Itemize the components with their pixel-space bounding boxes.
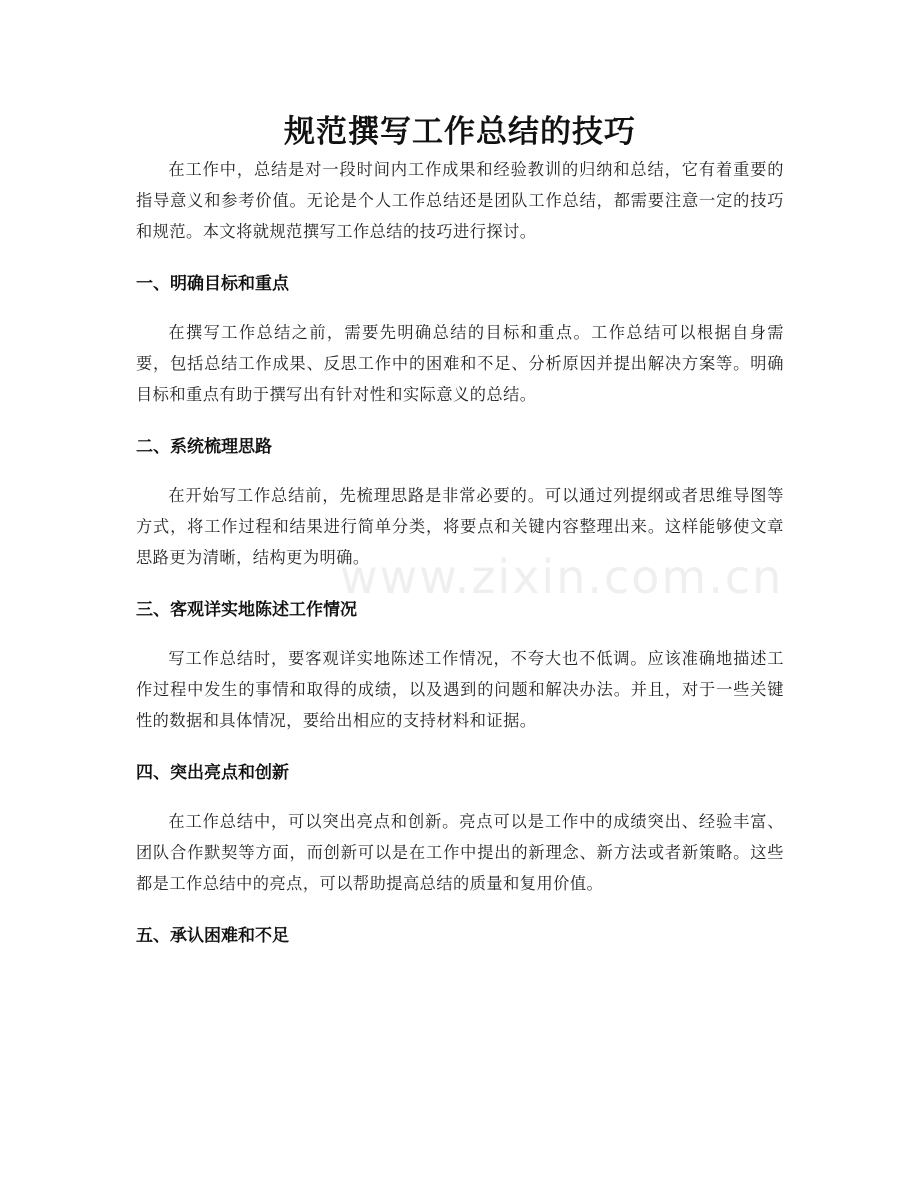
section-heading: 四、突出亮点和创新 (136, 763, 289, 783)
section-paragraph: 在工作总结中，可以突出亮点和创新。亮点可以是工作中的成绩突出、经验丰富、团队合作默契等方面，而创新可以是在工作中提出的新理念、新方法或者新策略。这些都是工作总结中的亮点，可以帮助提高总结的质量和复用价值。 (136, 812, 784, 893)
document-page (136, 0, 784, 951)
section-paragraph: 写工作总结时，要客观详实地陈述工作情况，不夸大也不低调。应该准确地描述工作过程中发生的事情和取得的成绩，以及遇到的问题和解决办法。并且，对于一些关键性的数据和具体情况，要给出相应的支持材料和证据。 (136, 649, 784, 730)
section-4 (136, 758, 784, 899)
section-1 (136, 269, 784, 410)
document-title: 规范撰写工作总结的技巧 (284, 114, 636, 150)
watermark: www.zixin.com.cn (340, 550, 784, 604)
section-paragraph: 在撰写工作总结之前，需要先明确总结的目标和重点。工作总结可以根据自身需要，包括总结工作成果、反思工作中的困难和不足、分析原因并提出解决方案等。明确目标和重点有助于撰写出有针对性和实际意义的总结。 (136, 323, 784, 404)
section-heading: 五、承认困难和不足 (136, 926, 289, 946)
section-heading: 二、系统梳理思路 (136, 437, 272, 457)
intro-paragraph: 在工作中，总结是对一段时间内工作成果和经验教训的归纳和总结，它有着重要的指导意义和参考价值。无论是个人工作总结还是团队工作总结，都需要注意一定的技巧和规范。本文将就规范撰写工作总结的技巧进行探讨。 (136, 160, 784, 241)
section-heading: 三、客观详实地陈述工作情况 (136, 600, 357, 620)
section-heading: 一、明确目标和重点 (136, 274, 289, 294)
section-5 (136, 921, 784, 951)
section-2 (136, 432, 784, 573)
section-3 (136, 595, 784, 736)
section-paragraph: 在开始写工作总结前，先梳理思路是非常必要的。可以通过列提纲或者思维导图等方式，将工作过程和结果进行简单分类，将要点和关键内容整理出来。这样能够使文章思路更为清晰，结构更为明确。 (136, 486, 784, 567)
